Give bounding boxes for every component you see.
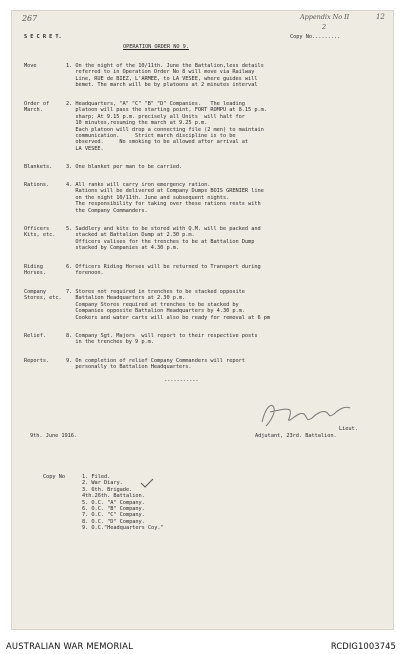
archive-name: AUSTRALIAN WAR MEMORIAL <box>6 641 133 651</box>
paragraph-8-relief: 8. Company Sgt. Majors will report to their respective posts in the trenches by 9 p.m. <box>66 333 258 346</box>
separator-line: ----------- <box>164 378 199 384</box>
margin-heading-order-of-march: Order of March. <box>24 101 50 114</box>
margin-heading-reports: Reports. <box>24 358 50 364</box>
paragraph-3-blankets: 3. One blanket per man to be carried. <box>66 164 183 170</box>
check-mark-icon <box>140 478 154 488</box>
margin-heading-move: Move <box>24 63 37 69</box>
paragraph-6-riding-horses: 6. Officers Riding Horses will be returned to Transport during forenoon. <box>66 264 261 277</box>
secret-marking: S E C R E T. <box>24 34 62 40</box>
handwritten-page-number: 267 <box>22 14 38 23</box>
margin-heading-company-stores: Company Stores, etc. <box>24 289 62 302</box>
paragraph-1-move: 1. On the night of the 10/11th. June the Battalion,less details referred to in Operation Order No 8 will move via Railway Line, RUE de BIEZ, L'ARMEE, to LA VESEE, where guides will bemet. The march will be by platoons at 2 minutes interval <box>66 63 264 89</box>
distribution-label: Copy No <box>43 474 65 480</box>
document-date: 9th. June 1916. <box>30 433 78 439</box>
archive-footer <box>0 634 405 654</box>
signature-rank: Lieut. <box>339 426 358 432</box>
margin-heading-blankets: Blankets. <box>24 164 53 170</box>
margin-heading-rations: Rations. <box>24 182 50 188</box>
paragraph-9-reports: 9. On completion of relief Company Commanders will report personally to Battalion Headquarters. <box>66 358 245 371</box>
record-id: RCDIG1003745 <box>330 641 396 651</box>
margin-heading-relief: Relief. <box>24 333 46 339</box>
handwritten-copy-number: 2 <box>322 23 327 31</box>
margin-heading-riding-horses: Riding Horses. <box>24 264 46 277</box>
document-title: OPERATION ORDER NO 9. <box>123 44 189 50</box>
margin-heading-officers-kits: Officers Kits, etc. <box>24 226 56 239</box>
copy-no-label: Copy No......... <box>290 34 341 40</box>
signature-appointment: Adjutant, 23rd. Battalion. <box>255 433 337 439</box>
paragraph-5-officers-kits: 5. Saddlery and kits to be stored with Q.M. will be packed and stacked at Battalion Dump at 2.30 p.m. Officers valises for the trenches to be at Battalion Dump stacked by Companies at 4.30 p.m. <box>66 226 261 252</box>
distribution-list: 1. Filed. 2. War Diary. 3. 6th. Brigade. 4th.26th. Battalion. 5. O.C. "A" Company. 6. O.C. "B" Company. 7. O.C. "C" Company. 8. O.C. "D" Company. 9. O.C."Headquarters Coy." <box>82 474 164 532</box>
paragraph-7-company-stores: 7. Stores not required in trenches to be stacked opposite Battalion Headquarters at 2.30 p.m. Company Stores required at trenches to be stacked by Companies opposite Battalion Headquarters by 4.30 p.m. Cookers and water carts will also be ready for removal at 6 pm <box>66 289 271 321</box>
paragraph-4-rations: 4. All ranks will carry iron emergency ration. Rations will be delivered at Company Dumps BOIS GRENIER line on the night 10/11th. June and subsequent nights. The responsibility for taking over these rations rests with the Company Commanders. <box>66 182 264 214</box>
handwritten-appendix-note: Appendix No II <box>300 13 350 21</box>
handwritten-corner-number: 12 <box>376 13 385 21</box>
paragraph-2-order-of-march: 2. Headquarters, "A" "C" "B" "D" Companies. The leading platoon will pass the starting point, FORT ROMPU at 8.15 p.m. sharp; At 9.15 p.m. precisely all Units will halt for 10 minutes,resuming the march at 9.25 p.m. Each platoon will drop a connecting file (2 men) to maintain communication. Strict march discipline is to be observed. No smoking to be allowed after arrival at LA VESEE. <box>66 101 267 152</box>
